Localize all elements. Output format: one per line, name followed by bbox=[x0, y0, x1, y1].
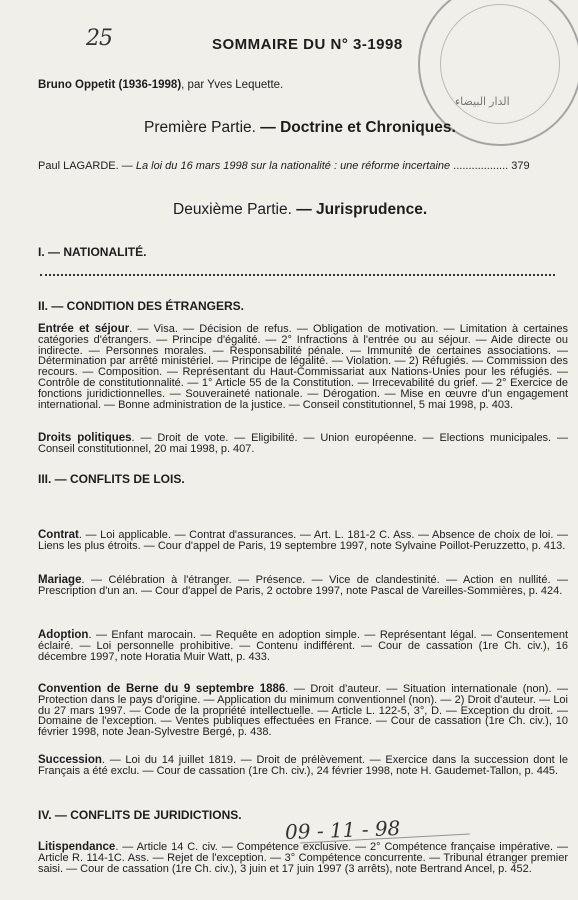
entry-text: . — Célébration à l'étranger. — Présence. — Vice de clandestinité. — Action en nullité. — Prescription d'un an. — Cour d'appel de Paris, 2 octobre 1997, note Pascal de Vareilles-Sommières, p. 424. bbox=[38, 574, 568, 597]
section-nationalite: I. — NATIONALITÉ. bbox=[38, 245, 147, 259]
entry-text: . — Loi applicable. — Contrat d'assurances. — Art. L. 181-2 C. Ass. — Absence de choix de loi. — Liens les plus étroits. — Cour d'appel de Paris, 19 septembre 1997, note Sylvaine Poillot-Peruzzetto, p. 413. bbox=[38, 529, 568, 552]
entry-droits-politiques bbox=[38, 433, 568, 455]
tribute-author: , par Yves Lequette. bbox=[181, 79, 284, 91]
section-condition-etrangers: II. — CONDITION DES ÉTRANGERS. bbox=[38, 299, 245, 313]
stamp-text: الدار البيضاء bbox=[455, 96, 510, 108]
stamp-date: 09 - 11 - 98 bbox=[284, 815, 401, 845]
entry-text: . — Droit d'auteur. — Situation internationale (non). — Protection dans le pays d'origine. — Application du minimum conventionnel (non). — 2) Droit d'auteur. — Loi du 27 mars 1997. — Code de la propriété intellectuelle. — Article L. 122-5, 3°, D. — Exception du droit. — Domaine de l'exception. — Ventes publiques effectuées en France. — Cour de cassation (1re Ch. civ.), 10 février 1998, note Jean-Sylvestre Bergé, p. 438. bbox=[38, 683, 568, 739]
entry-head: Contrat bbox=[38, 529, 79, 541]
entry-text: . — Droit de vote. — Eligibilité. — Union européenne. — Elections municipales. — Conseil constitutionnel, 20 mai 1998, p. 407. bbox=[38, 432, 568, 455]
part-two-label: Deuxième Partie. bbox=[173, 201, 292, 218]
section-conflits-lois: III. — CONFLITS DE LOIS. bbox=[38, 472, 185, 486]
entry-adoption bbox=[38, 630, 568, 662]
entry-text: . — Visa. — Décision de refus. — Obligation de motivation. — Limitation à certaines catégories d'étrangers. — Principe d'égalité. — 2° Infractions à l'entrée ou au séjour. — Aide directe ou indirecte. — Personnes morales. — Responsabilité pénale. — Immunité de certaines associations. — Détermination par arrêté ministériel. — Principe de légalité. — Violation. — 2) Réfugiés. — Commission des recours. — Composition. — Représentant du Haut-Commissariat aux Nations-Unies pour les réfugiés. — Contrôle de constitutionnalité. — 1° Article 55 de la Constitution. — Irrecevabilité du grief. — 2° Exercice de fonctions juridictionnelles. — Souveraineté nationale. — Dérogation. — Mise en œuvre d'un engagement international. — Bonne administration de la justice. — Conseil constitutionnel, 5 mai 1998, p. 403. bbox=[38, 323, 568, 411]
part-one-label: Première Partie. bbox=[144, 119, 256, 136]
section-conflits-juridictions: IV. — CONFLITS DE JURIDICTIONS. bbox=[38, 808, 242, 822]
handwritten-number: 25 bbox=[86, 26, 112, 51]
entry-head: Droits politiques bbox=[38, 432, 132, 444]
entry-head: Succession bbox=[38, 754, 102, 766]
entry-succession bbox=[38, 755, 568, 777]
doctrine-article bbox=[38, 160, 568, 172]
article-leader: .................. bbox=[450, 160, 509, 172]
entry-litispendance bbox=[38, 842, 568, 874]
entry-head: Litispendance bbox=[38, 841, 116, 853]
part-two-dash: — bbox=[291, 201, 317, 218]
part-one-title: Doctrine et Chroniques. bbox=[280, 119, 456, 136]
entry-head: Adoption bbox=[38, 629, 89, 641]
article-title: La loi du 16 mars 1998 sur la nationalité : une réforme incertaine bbox=[135, 160, 451, 172]
entry-entree-sejour bbox=[38, 324, 568, 410]
tribute-line bbox=[38, 79, 283, 91]
part-one-heading bbox=[144, 119, 456, 137]
entry-head: Convention de Berne du 9 septembre 1886 bbox=[38, 683, 286, 695]
entry-text: . — Enfant marocain. — Requête en adoption simple. — Représentant légal. — Consentement éclairé. — Loi personnelle prohibitive. — Contenu indifférent. — Cour de cassation (1re Ch. civ.), 16 décembre 1997, note Horatia Muir Watt, p. 433. bbox=[38, 629, 568, 663]
article-author: Paul LAGARDE. — bbox=[38, 160, 136, 172]
entry-text: . — Article 14 C. civ. — Compétence exclusive. — 2° Compétence française impérative. — Article R. 114-1C. Ass. — Rejet de l'exception. — 3° Compétence concurrente. — Tribunal étranger premier saisi. — Cour de cassation (1re Ch. civ.), 3 juin et 17 juin 1997 (3 arrêts), note Bertrand Ancel, p. 452. bbox=[38, 841, 568, 875]
entry-head: Entrée et séjour bbox=[38, 323, 130, 335]
entry-text: . — Loi du 14 juillet 1819. — Droit de prélèvement. — Exercice dans la succession dont le Français a été exclu. — Cour de cassation (1re Ch. civ.), 24 février 1998, note H. Gaudemet-Tallon, p. 445. bbox=[38, 754, 568, 777]
entry-contrat bbox=[38, 530, 568, 552]
part-two-title: Jurisprudence. bbox=[316, 201, 428, 218]
article-page: 379 bbox=[508, 160, 530, 172]
dotted-leader bbox=[40, 272, 555, 276]
entry-convention-berne bbox=[38, 684, 568, 738]
page-title: SOMMAIRE DU N° 3-1998 bbox=[212, 36, 403, 53]
part-one-dash: — bbox=[255, 119, 281, 136]
part-two-heading bbox=[173, 201, 427, 219]
entry-mariage bbox=[38, 575, 568, 597]
tribute-name: Bruno Oppetit (1936-1998) bbox=[38, 79, 182, 91]
entry-head: Mariage bbox=[38, 574, 82, 586]
